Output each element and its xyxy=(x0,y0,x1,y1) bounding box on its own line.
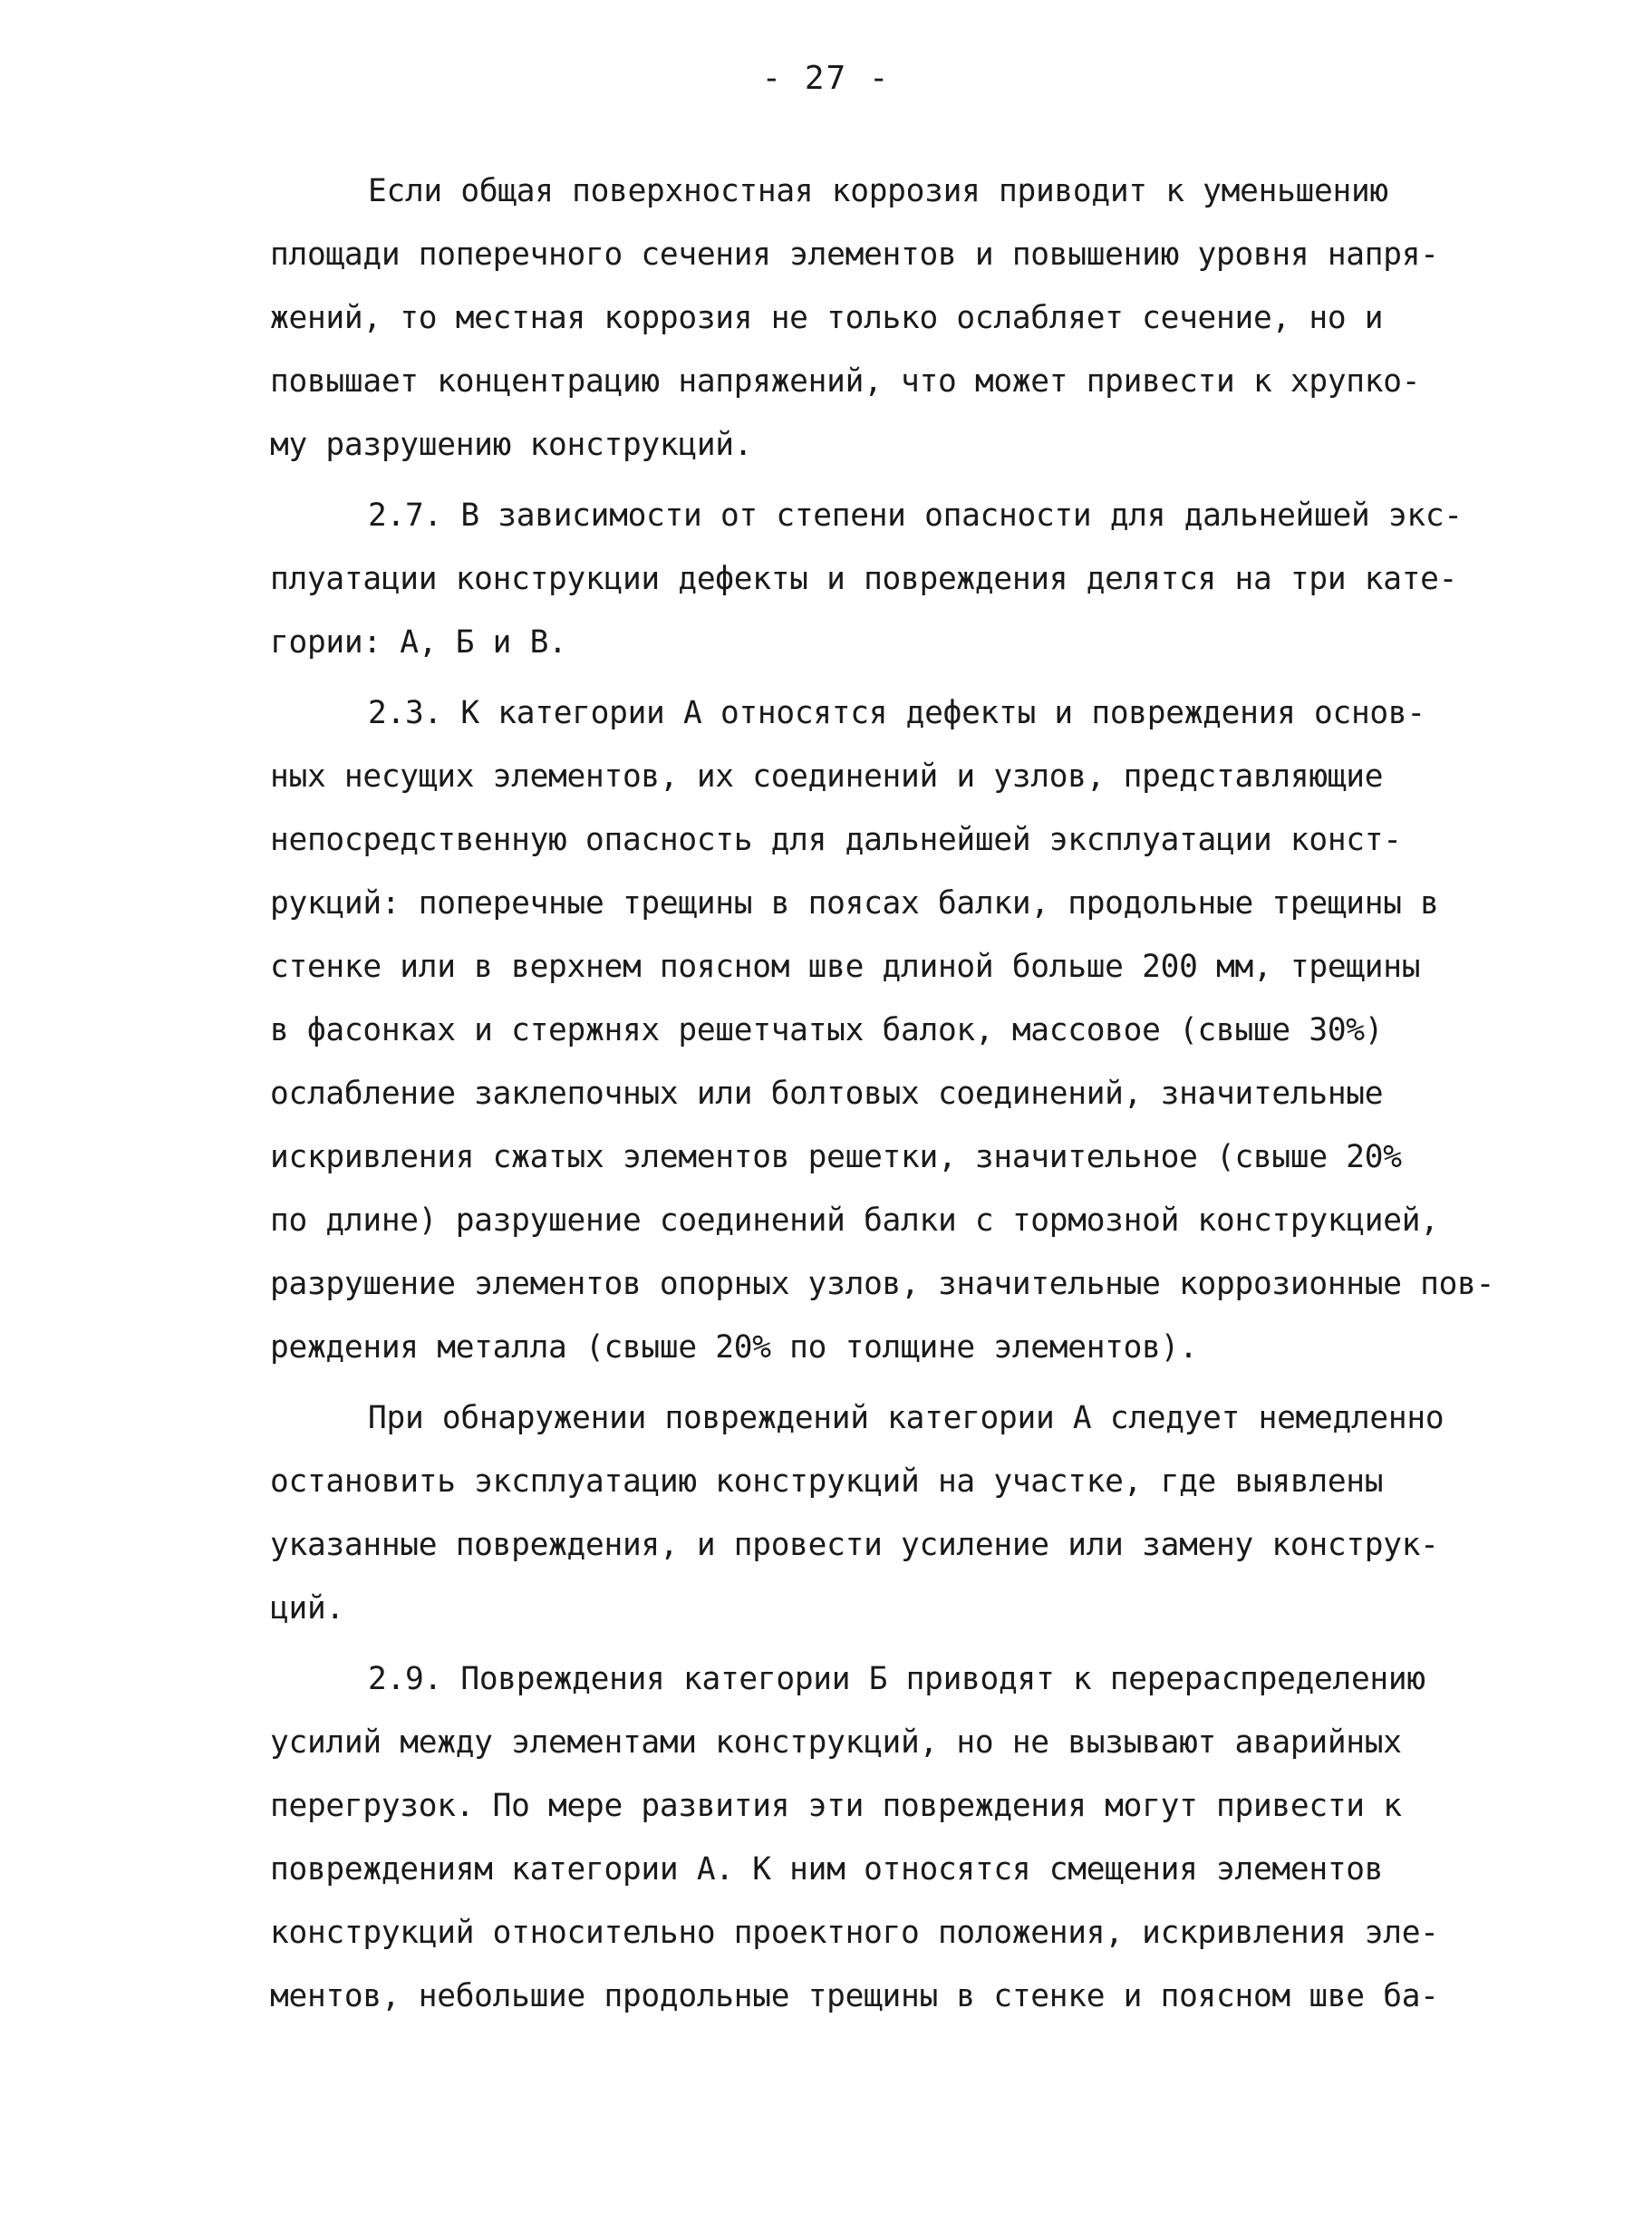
page-number: - 27 - xyxy=(761,60,891,97)
paragraph-2-9 xyxy=(270,1647,1557,2028)
text-line: плуатации конструкции дефекты и повреждения делятся на три кате- xyxy=(270,561,1458,597)
text-line: реждения металла (свыше 20% по толщине элементов). xyxy=(270,1329,1198,1366)
text-line: усилий между элементами конструкций, но не вызывают аварийных xyxy=(270,1724,1402,1761)
text-line: искривления сжатых элементов решетки, значительное (свыше 20% xyxy=(270,1139,1402,1175)
paragraph-category-a-action xyxy=(270,1386,1557,1640)
text-line: При обнаружении повреждений категории А следует немедленно xyxy=(368,1400,1444,1436)
text-line: повреждениям категории А. К ним относятся смещения элементов xyxy=(270,1851,1384,1888)
text-line: непосредственную опасность для дальнейшей эксплуатации конст- xyxy=(270,822,1402,858)
text-line: остановить эксплуатацию конструкций на участке, где выявлены xyxy=(270,1463,1384,1500)
text-line: разрушение элементов опорных узлов, значительные коррозионные пов- xyxy=(270,1266,1495,1302)
text-line: по длине) разрушение соединений балки с тормозной конструкцией, xyxy=(270,1202,1439,1239)
body-text xyxy=(270,159,1557,2028)
text-line: 2.7. В зависимости от степени опасности для дальнейшей экс- xyxy=(368,497,1463,534)
text-line: стенке или в верхнем поясном шве длиной больше 200 мм, трещины xyxy=(270,949,1421,985)
text-line: гории: А, Б и В. xyxy=(270,624,567,661)
paragraph-2-8 xyxy=(270,681,1557,1379)
text-line: перегрузок. По мере развития эти повреждения могут привести к xyxy=(270,1788,1402,1824)
text-line: ослабление заклепочных или болтовых соединений, значительные xyxy=(270,1076,1384,1112)
text-line: ных несущих элементов, их соединений и узлов, представляющие xyxy=(270,758,1384,795)
text-line: указанные повреждения, и провести усиление или замену конструк- xyxy=(270,1527,1439,1563)
paragraph-corrosion xyxy=(270,159,1557,477)
text-line: конструкций относительно проектного положения, искривления эле- xyxy=(270,1915,1439,1951)
text-line: рукций: поперечные трещины в поясах балки, продольные трещины в xyxy=(270,885,1439,922)
text-line: 2.3. К категории А относятся дефекты и повреждения основ- xyxy=(368,695,1425,731)
text-line: му разрушению конструкций. xyxy=(270,427,753,463)
text-line: площади поперечного сечения элементов и повышению уровня напря- xyxy=(270,237,1439,273)
text-line: жений, то местная коррозия не только ослабляет сечение, но и xyxy=(270,300,1384,336)
text-line: ций. xyxy=(270,1590,344,1627)
text-line: 2.9. Повреждения категории Б приводят к перераспределению xyxy=(368,1661,1425,1697)
paragraph-2-7 xyxy=(270,484,1557,674)
text-line: ментов, небольшие продольные трещины в стенке и поясном шве ба- xyxy=(270,1978,1439,2014)
text-line: в фасонках и стержнях решетчатых балок, массовое (свыше 30%) xyxy=(270,1012,1384,1048)
text-line: Если общая поверхностная коррозия приводит к уменьшению xyxy=(368,173,1388,209)
text-line: повышает концентрацию напряжений, что может привести к хрупко- xyxy=(270,363,1421,400)
